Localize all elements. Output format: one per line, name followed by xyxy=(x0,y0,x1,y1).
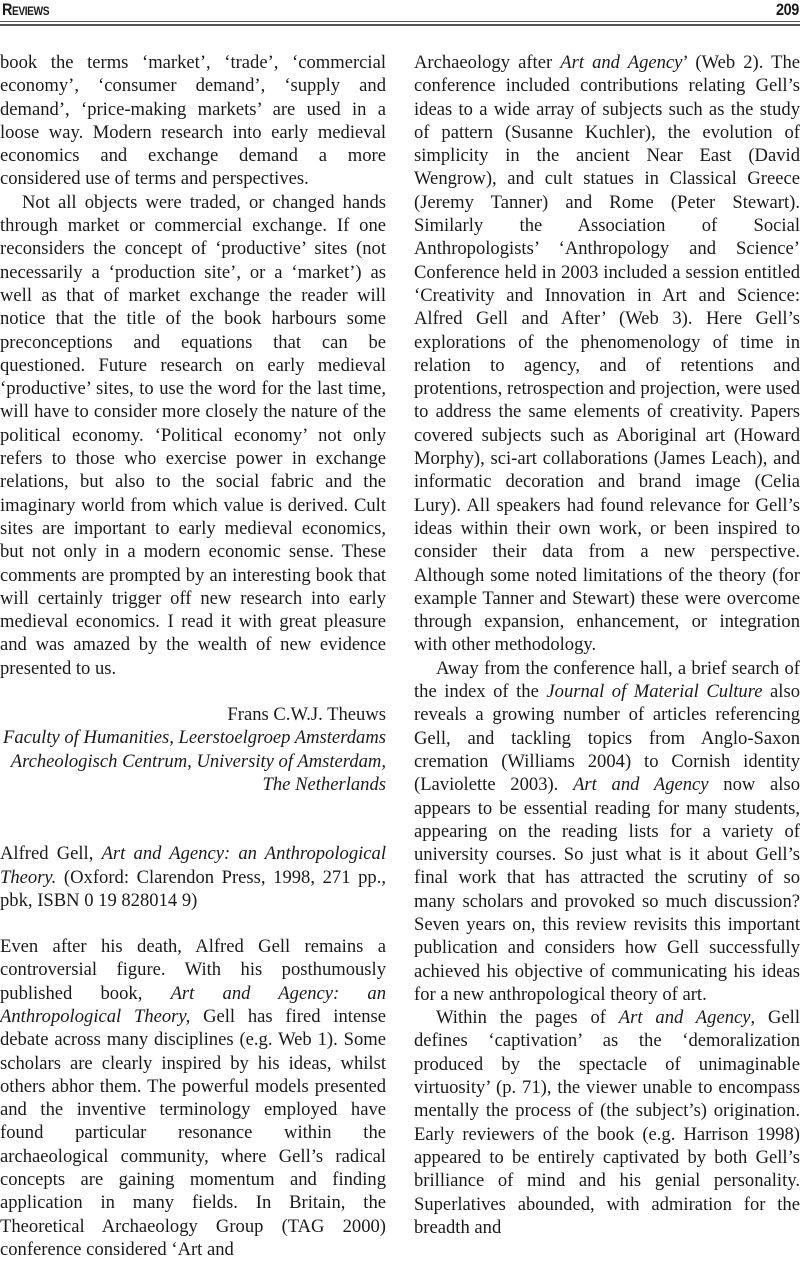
right-column xyxy=(414,51,800,1239)
citation-title: Art and Agency: an Anthropological Theory. xyxy=(0,843,386,888)
left-column xyxy=(0,51,386,1261)
text-run: ’ (Web 2). The conference included contributions relating Gell’s ideas to a wide array of subjects such as the study of pattern (Susanne Kuchler), the evolution of simplicity in the ancient Near East (David Wengrow), and cult statues in Classical Greece (Jeremy Tanner) and Rome (Peter Stewart). Similarly the Association of Social Anthropologists’ ‘Anthropology and Science’ Conference held in 2003 included a session entitled ‘Creativity and Innovation in Art and Science: Alfred Gell and After’ (Web 3). Here Gell’s explorations of the phenomenology of time in relation to agency, and of retentions and protentions, retrospection and projection, were used to address the same elements of creativity. Papers covered subjects such as Aboriginal art (Howard Morphy), sci-art collaborations (James Leach), and informatic decoration and brand image (Celia Lury). All speakers had found relevance for Gell’s ideas within their own work, or been inspired to consider their data from a new perspective. Although some noted limitations of the theory (for example Tanner and Stewart) these were overcome through expansion, enhancement, or integration with other methodology. xyxy=(414,52,800,656)
section-title: Reviews xyxy=(2,0,50,19)
paragraph-market-terms: book the terms ‘market’, ‘trade’, ‘commercial economy’, ‘consumer demand’, ‘supply and demand’, ‘price-making markets’ are used in a loose way. Modern research into early medieval economics and exchange demand a more considered use of terms and perspectives. xyxy=(0,52,386,190)
text-run: Archaeology after xyxy=(414,52,561,73)
reviewer-affiliation-line-3: The Netherlands xyxy=(262,773,386,795)
paragraph-review-intro xyxy=(0,935,386,1261)
paragraph-journal-search xyxy=(414,657,800,1006)
text-run: now also appears to be essential reading for many students, appearing on the reading lists for a variety of university courses. So just what is it about Gell’s final work that has attracted the scrutiny of so many scholars and provoked so much discussion? Seven years on, this review revisits this important publication and considers how Gell successfully achieved his objective of communicating his ideas for a new anthropological theory of art. xyxy=(414,774,800,1005)
paragraph-captivation xyxy=(414,1006,800,1239)
text-run: Within the pages of xyxy=(436,1007,619,1029)
citation-details: (Oxford: Clarendon Press, 1998, 271 pp., pbk, ISBN 0 19 828014 9) xyxy=(0,866,386,911)
reviewer-affiliation-line-2: Archeologisch Centrum, University of Amsterdam, xyxy=(10,750,386,772)
page-number: 209 xyxy=(776,0,799,19)
running-header xyxy=(0,0,800,22)
book-title-italic: Art and Agency xyxy=(618,1007,751,1029)
header-rule-top xyxy=(0,21,800,22)
book-title-italic: Art and Agency xyxy=(560,52,683,73)
text-run: also reveals a growing number of articles referencing Gell, and tackling topics from Anglo-Saxon cremation (Williams 2004) to Cornish identity (Laviolette 2003). xyxy=(414,681,800,796)
reviewer-name: Frans C.W.J. Theuws xyxy=(227,704,386,726)
text-run: Even after his death, Alfred Gell remains a controversial figure. With his posthumously published book, xyxy=(0,936,386,1004)
text-run: Away from the conference hall, a brief search of the index of the xyxy=(414,657,800,703)
book-title-italic: Art and Agency: an Anthropological Theory, xyxy=(0,982,386,1027)
reviewer-affiliation-line-1: Faculty of Humanities, Leerstoelgroep Amsterdams xyxy=(2,727,386,749)
book-citation xyxy=(0,842,386,912)
text-run: Gell has fired intense debate across many disciplines (e.g. Web 1). Some scholars are clearly inspired by his ideas, whilst others abhor them. The powerful models presented and the inventive terminology employed have found particular resonance within the archaeological community, where Gell’s radical concepts are gaining momentum and finding application in many fields. In Britain, the Theoretical Archaeology Group (TAG 2000) conference considered ‘Art and xyxy=(0,1005,386,1260)
paragraph-productive-sites: Not all objects were traded, or changed hands through market or commercial exchange. If one reconsiders the concept of ‘productive’ sites (not necessarily a ‘production site’, or a ‘market’) as well as that of market exchange the reader will notice that the title of the book harbours some preconceptions and equations that can be questioned. Future research on early medieval ‘productive’ sites, to use the word for the last time, will have to consider more closely the nature of the political economy. ‘Political economy’ not only refers to those who exercise power in exchange relations, but also to the social fabric and the imaginary world from which value is derived. Cult sites are important to early medieval economics, but not only in a modern economic sense. These comments are prompted by an interesting book that will certainly trigger off new research into early medieval economics. I read it with great pleasure and was amazed by the wealth of new evidence presented to us. xyxy=(0,191,386,679)
citation-author: Alfred Gell, xyxy=(0,843,102,865)
book-title-italic: Art and Agency xyxy=(573,774,709,796)
journal-title-italic: Journal of Material Culture xyxy=(546,681,763,703)
paragraph-conferences xyxy=(414,51,800,657)
text-run: , Gell defines ‘captivation’ as the ‘demoralization produced by the spectacle of unimaginable virtuosity’ (p. 71), the viewer unable to encompass mentally the process of (the subject’s) origination. Early reviewers of the book (e.g. Harrison 1998) appeared to be entirely captivated by both Gell’s brilliance of mind and his genial personality. Superlatives abounded, with admiration for the breadth and xyxy=(414,1007,800,1238)
header-rule-bottom xyxy=(0,24,800,26)
